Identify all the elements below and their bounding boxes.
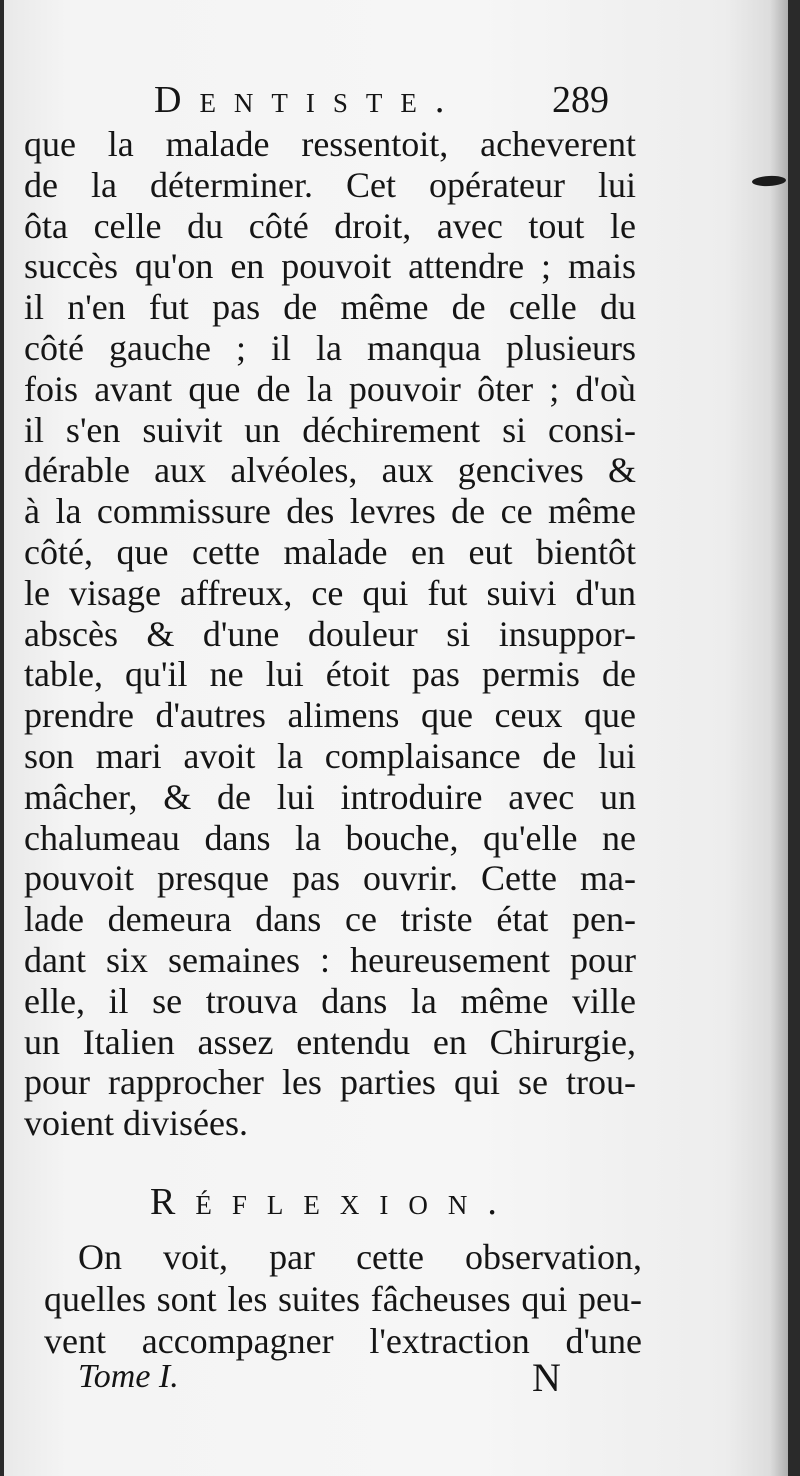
text-line: pouvoit presque pas ouvrir. Cette ma-: [24, 858, 636, 899]
book-page: [4, 0, 788, 1476]
text-line: pour rapprocher les parties qui se trou-: [24, 1062, 636, 1103]
text-line: On voit, par cette observation,: [78, 1237, 642, 1277]
text-line: côté, que cette malade en eut bientôt: [24, 531, 636, 572]
volume-signature: Tome I.: [78, 1358, 179, 1395]
main-text-block: [24, 124, 636, 1144]
text-line: à la commissure des levres de ce même: [24, 491, 636, 532]
text-line: de la déterminer. Cet opérateur lui: [24, 164, 636, 205]
running-title: Dentiste.: [154, 79, 463, 121]
text-line: dérable aux alvéoles, aux gencives &: [24, 450, 636, 491]
text-line: lade demeura dans ce triste état pen-: [24, 899, 636, 940]
page-spine-shadow: [770, 0, 788, 1476]
text-line: un Italien assez entendu en Chirurgie,: [24, 1021, 636, 1062]
section-heading: Réflexion.: [150, 1181, 517, 1223]
text-line: abscès & d'une douleur si insuppor-: [24, 613, 636, 654]
text-line: le visage affreux, ce qui fut suivi d'un: [24, 572, 636, 613]
page-header: [4, 78, 788, 128]
text-line: côté gauche ; il la manqua plusieurs: [24, 327, 636, 368]
text-line: quelles sont les suites fâcheuses qui peu-: [44, 1279, 642, 1319]
text-line: chalumeau dans la bouche, qu'elle ne: [24, 817, 636, 858]
text-line: son mari avoit la complaisance de lui: [24, 735, 636, 776]
text-line: elle, il se trouva dans la même ville: [24, 980, 636, 1021]
text-line: vent accompagner l'extraction d'une: [44, 1321, 642, 1361]
text-line: ôta celle du côté droit, avec tout le: [24, 205, 636, 246]
signature-mark: N: [532, 1355, 561, 1400]
page-number: 289: [552, 79, 609, 121]
text-line: dant six semaines : heureusement pour: [24, 939, 636, 980]
text-line: il n'en fut pas de même de celle du: [24, 287, 636, 328]
text-line: table, qu'il ne lui étoit pas permis de: [24, 654, 636, 695]
text-line: voient divisées.: [24, 1103, 248, 1144]
text-line: il s'en suivit un déchirement si consi-: [24, 409, 636, 450]
text-line: fois avant que de la pouvoir ôter ; d'où: [24, 368, 636, 409]
page-footer: [4, 1355, 788, 1408]
text-line: prendre d'autres alimens que ceux que: [24, 695, 636, 736]
text-line: succès qu'on en pouvoit attendre ; mais: [24, 246, 636, 287]
text-line: mâcher, & de lui introduire avec un: [24, 776, 636, 817]
reflexion-text-block: [44, 1236, 642, 1362]
text-line: que la malade ressentoit, acheverent: [24, 124, 636, 164]
